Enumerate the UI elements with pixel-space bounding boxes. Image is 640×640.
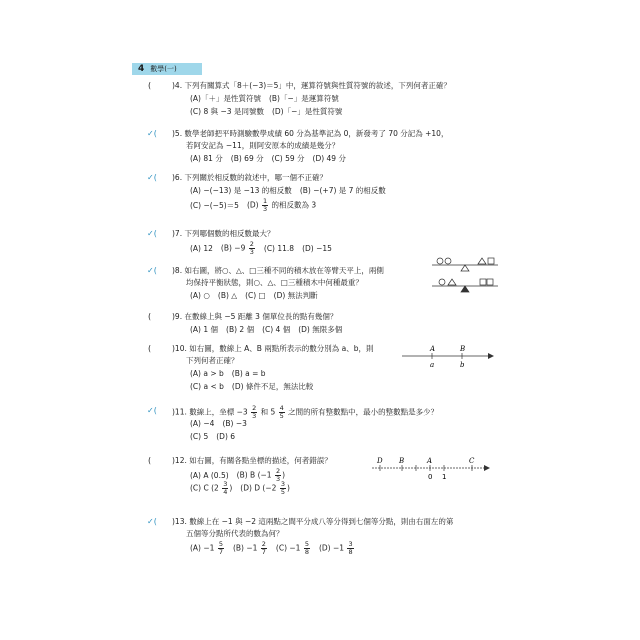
answer-option[interactable]: (D) 49 分	[312, 154, 346, 163]
numberline-figure-q10	[400, 344, 496, 370]
page-subject: 數學(一)	[150, 65, 177, 73]
header-bar	[132, 63, 202, 75]
label-A: A	[430, 345, 436, 353]
answer-bracket[interactable]: (	[148, 81, 152, 90]
question-stem: )5. 數學老師把平時測驗數學成績 60 分為基準記為 0，新發考了 70 分記為 +10，	[172, 129, 449, 138]
question-stem: 均保持平衡狀態，則○、△、□三種積木中何種最重？	[186, 278, 363, 287]
fraction: $\frac{2}{7}$	[261, 540, 266, 556]
balance-figure	[428, 256, 506, 298]
question-stem: 五個等分點所代表的數為何？	[186, 529, 284, 538]
answer-option[interactable]: (A)「＋」是性質符號	[190, 94, 261, 103]
answer-option[interactable]: (A) −(−13) 是 −13 的相反數	[190, 186, 292, 195]
answer-option[interactable]: (A) a > b	[190, 369, 224, 378]
question-stem: )11. 數線上，坐標 −3 $\frac{2}{3}$ 和 5 $\frac{4}{5}$ 之間的所有整數點中，最小的整數點是多少？	[172, 404, 439, 420]
answer-option[interactable]: (A) A (0.5)	[190, 470, 229, 480]
answer-option[interactable]: (C) 5	[190, 432, 209, 441]
question-number: )11.	[172, 407, 190, 417]
fraction: $\frac{2}{3}$	[252, 404, 257, 420]
fraction: $\frac{5}{8}$	[304, 540, 309, 556]
options-row	[190, 418, 255, 429]
answer-option[interactable]: (C) 8 與 −3 是同號數	[190, 107, 264, 116]
answer-mark-icon[interactable]: ✓(	[147, 129, 157, 138]
answer-option[interactable]: (A) 1 個	[190, 325, 219, 334]
label-one: 1	[442, 473, 447, 481]
question-number: )12.	[172, 456, 190, 465]
numberline-figure-q12	[370, 456, 492, 482]
label-C: C	[469, 457, 475, 465]
answer-mark-icon[interactable]: ✓(	[147, 517, 157, 526]
answer-bracket[interactable]: (	[148, 456, 152, 465]
question-number: )6.	[172, 173, 185, 182]
label-B: B	[460, 345, 466, 353]
answer-option[interactable]: (B)「−」是運算符號	[268, 94, 339, 103]
options-row	[190, 290, 326, 301]
options-row	[190, 541, 363, 556]
answer-option[interactable]: (A) 81 分	[190, 154, 223, 163]
answer-option[interactable]: (B) −9 $\frac{2}{3}$	[220, 240, 254, 256]
answer-option[interactable]: (A) −1 $\frac{5}{7}$	[190, 540, 223, 556]
answer-option[interactable]: (C) □	[245, 291, 266, 300]
answer-option[interactable]: (D) −15	[302, 243, 332, 253]
answer-option[interactable]: (C) 59 分	[271, 154, 305, 163]
question-number: )9.	[172, 312, 185, 321]
options-row	[190, 368, 274, 379]
options-row	[190, 153, 354, 164]
label-D: D	[377, 457, 383, 465]
answer-mark-icon[interactable]: ✓(	[147, 406, 157, 415]
answer-option[interactable]: (B) B (−1 $\frac{2}{3}$ )	[236, 467, 286, 483]
question-stem: )13. 數線上在 −1 與 −2 這兩點之間平分成八等分得到七個等分點，則由右面左的第	[172, 517, 454, 526]
question-number: )13.	[172, 517, 190, 526]
fraction: $\frac{2}{3}$	[275, 467, 281, 483]
options-row	[190, 241, 340, 256]
answer-option[interactable]: (D) 條件不足，無法比較	[231, 382, 314, 391]
question-number: )4.	[172, 81, 185, 90]
fraction: $\frac{3}{4}$	[223, 480, 228, 496]
answer-option[interactable]: (B) a = b	[231, 369, 266, 378]
answer-mark-icon[interactable]: ✓(	[147, 229, 157, 238]
question-stem: )12. 如右圖，有關各點坐標的描述，何者錯誤？	[172, 456, 332, 465]
answer-option[interactable]: (B) −1 $\frac{2}{7}$	[232, 540, 266, 556]
answer-option[interactable]: (D) 無限多個	[298, 325, 343, 334]
answer-option[interactable]: (B) 2 個	[226, 325, 255, 334]
answer-option[interactable]: (A) ○	[190, 291, 210, 300]
answer-option[interactable]: (C) C (2 $\frac{3}{4}$ )	[190, 480, 233, 496]
answer-option[interactable]: (D)「−」是性質符號	[271, 107, 343, 116]
options-row	[190, 481, 298, 496]
question-number: )7.	[172, 229, 185, 238]
answer-mark-icon[interactable]: ✓(	[147, 266, 157, 275]
fraction: $\frac{5}{7}$	[218, 540, 223, 556]
answer-option[interactable]: (A) 12	[190, 243, 213, 253]
question-number: )8.	[172, 266, 185, 275]
answer-option[interactable]: (D) −1 $\frac{3}{8}$	[318, 540, 353, 556]
fraction: $\frac{3}{5}$	[280, 480, 285, 496]
answer-option[interactable]: (D) D (−2 $\frac{3}{5}$ )	[240, 480, 290, 496]
answer-option[interactable]: (A) −4	[190, 419, 215, 428]
question-stem: )7. 下列哪個數的相反數最大？	[172, 229, 275, 238]
page-number: 4	[138, 64, 145, 74]
options-row	[190, 198, 324, 213]
label-A12: A	[427, 457, 433, 465]
answer-option[interactable]: (B) 69 分	[230, 154, 264, 163]
fraction: $\frac{1}{3}$	[262, 197, 268, 213]
answer-option[interactable]: (B) −(+7) 是 7 的相反數	[299, 186, 386, 195]
options-row	[190, 185, 394, 196]
question-stem: )8. 如右圖，將○、△、□三種不同的積木放在等臂天平上，兩側	[172, 266, 384, 275]
question-stem: )10. 如右圖，數線上 A、B 兩點所表示的數分別為 a、b，則	[172, 344, 374, 353]
question-stem: )4. 下列有關算式「8＋(−3)＝5」中，運算符號與性質符號的敘述，下列何者正確？	[172, 81, 451, 90]
options-row	[190, 431, 243, 442]
answer-bracket[interactable]: (	[148, 312, 152, 321]
question-stem: )9. 在數線上與 −5 距離 3 個單位長的點有幾個？	[172, 312, 338, 321]
options-row	[190, 381, 321, 392]
fraction: $\frac{3}{8}$	[348, 540, 353, 556]
answer-option[interactable]: (C) a < b	[190, 382, 224, 391]
fraction: $\frac{4}{5}$	[279, 404, 284, 420]
question-stem: )6. 下列關於相反數的敘述中，哪一個不正確？	[172, 173, 327, 182]
answer-option[interactable]: (B) −3	[222, 419, 247, 428]
answer-option[interactable]: (D) $\frac{1}{3}$ 的相反數為 3	[246, 197, 317, 213]
question-stem: 下列何者正確？	[186, 356, 239, 365]
options-row	[190, 93, 347, 104]
question-number: )5.	[172, 129, 185, 138]
label-B12: B	[399, 457, 405, 465]
answer-bracket[interactable]: (	[148, 344, 152, 353]
options-row	[190, 106, 350, 117]
answer-option[interactable]: (C) −(−5)＝5	[190, 200, 239, 210]
answer-option[interactable]: (D) 無法判斷	[273, 291, 318, 300]
answer-option[interactable]: (C) 4 個	[262, 325, 291, 334]
answer-option[interactable]: (B) △	[217, 291, 238, 300]
label-a: a	[430, 361, 435, 369]
answer-mark-icon[interactable]: ✓(	[147, 173, 157, 182]
fraction: $\frac{2}{3}$	[249, 240, 254, 256]
options-row	[190, 324, 350, 335]
label-zero: 0	[428, 473, 433, 481]
answer-option[interactable]: (C) −1 $\frac{5}{8}$	[275, 540, 309, 556]
label-b: b	[460, 361, 465, 369]
answer-option[interactable]: (C) 11.8	[263, 243, 295, 253]
question-number: )10.	[172, 344, 190, 353]
answer-option[interactable]: (D) 6	[216, 432, 236, 441]
question-stem: 若阿安記為 −11，則阿安原本的成績是幾分？	[186, 141, 340, 150]
